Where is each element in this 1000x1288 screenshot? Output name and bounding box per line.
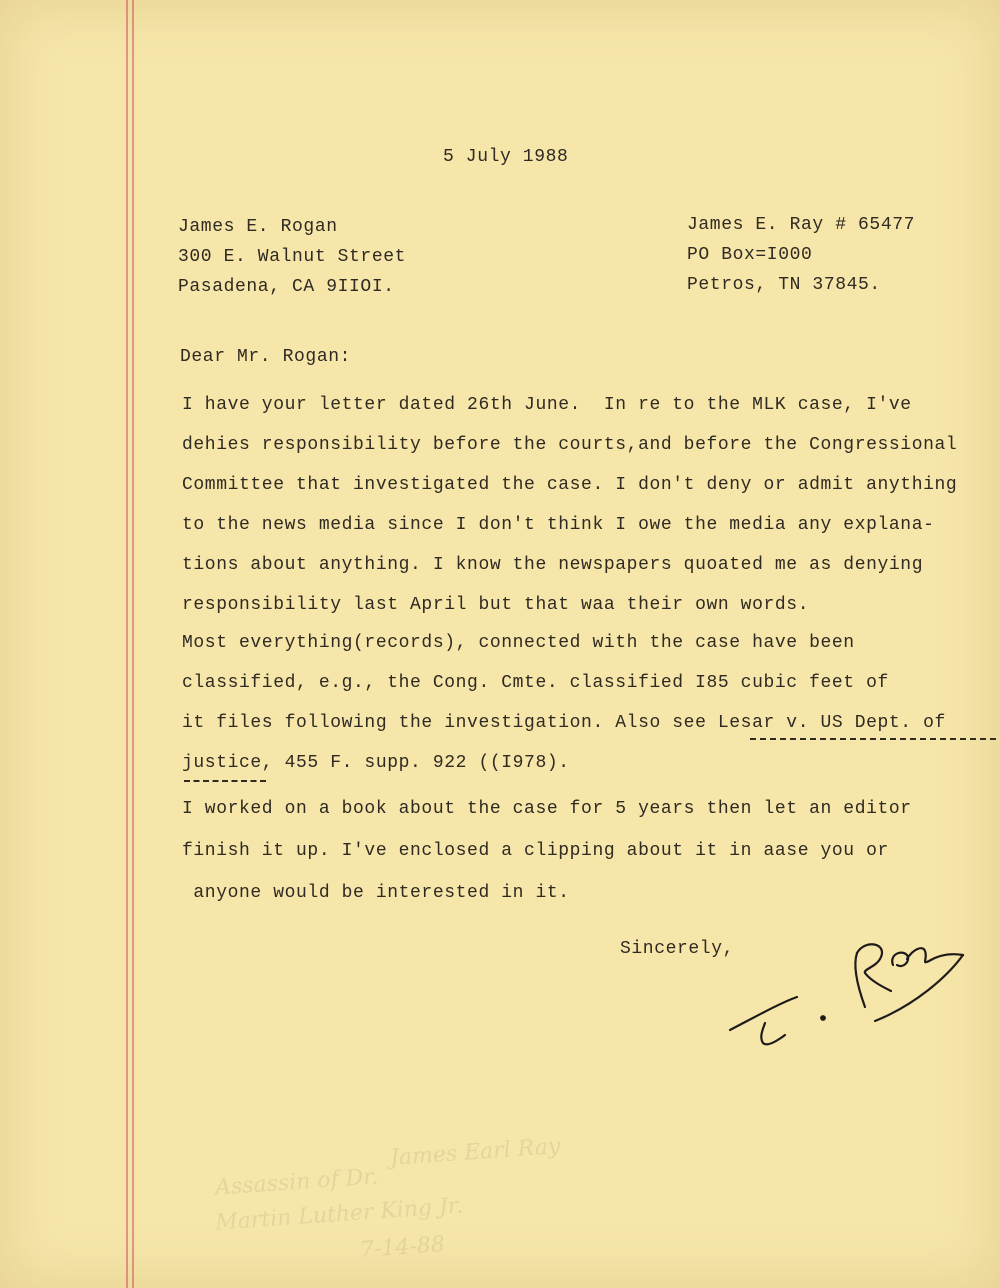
body-line: tions about anything. I know the newspapers quoated me as denying bbox=[182, 555, 924, 575]
margin-line bbox=[132, 0, 134, 1288]
sender-box: PO Box=I000 bbox=[687, 245, 813, 265]
body-line: I have your letter dated 26th June. In re to the MLK case, I've bbox=[182, 395, 912, 415]
recipient-name: James E. Rogan bbox=[178, 217, 338, 237]
margin-line bbox=[126, 0, 128, 1288]
body-line: classified, e.g., the Cong. Cmte. classified I85 cubic feet of bbox=[182, 673, 889, 693]
body-line: dehies responsibility before the courts,and before the Congressional bbox=[182, 435, 958, 455]
body-line: justice, 455 F. supp. 922 ((I978). bbox=[182, 753, 570, 773]
bleed-through-line: 7-14-88 bbox=[359, 1232, 446, 1263]
citation-underline bbox=[750, 738, 996, 740]
body-line: I worked on a book about the case for 5 years then let an editor bbox=[182, 799, 912, 819]
body-line: Committee that investigated the case. I don't deny or admit anything bbox=[182, 475, 958, 495]
closing: Sincerely, bbox=[620, 939, 735, 959]
sender-city: Petros, TN 37845. bbox=[687, 275, 881, 295]
salutation: Dear Mr. Rogan: bbox=[180, 347, 352, 367]
sender-name: James E. Ray # 65477 bbox=[687, 215, 916, 235]
bleed-through-line: James Earl Ray bbox=[389, 1134, 562, 1171]
recipient-city: Pasadena, CA 9IIOI. bbox=[178, 277, 395, 297]
body-line: anyone would be interested in it. bbox=[182, 883, 570, 903]
body-line: Most everything(records), connected with the case have been bbox=[182, 633, 855, 653]
bleed-through-line: Martin Luther King Jr. bbox=[214, 1193, 464, 1236]
body-line: it files following the investigation. Also see Lesar v. US Dept. of bbox=[182, 713, 946, 733]
body-line: responsibility last April but that waa their own words. bbox=[182, 595, 810, 615]
citation-underline bbox=[184, 780, 266, 782]
recipient-street: 300 E. Walnut Street bbox=[178, 247, 407, 267]
bleed-through-line: Assassin of Dr. bbox=[214, 1164, 380, 1201]
letter-date: 5 July 1988 bbox=[443, 147, 569, 167]
body-line: finish it up. I've enclosed a clipping about it in aase you or bbox=[182, 841, 889, 861]
body-line: to the news media since I don't think I owe the media any explana- bbox=[182, 515, 935, 535]
handwritten-signature bbox=[725, 925, 975, 1055]
